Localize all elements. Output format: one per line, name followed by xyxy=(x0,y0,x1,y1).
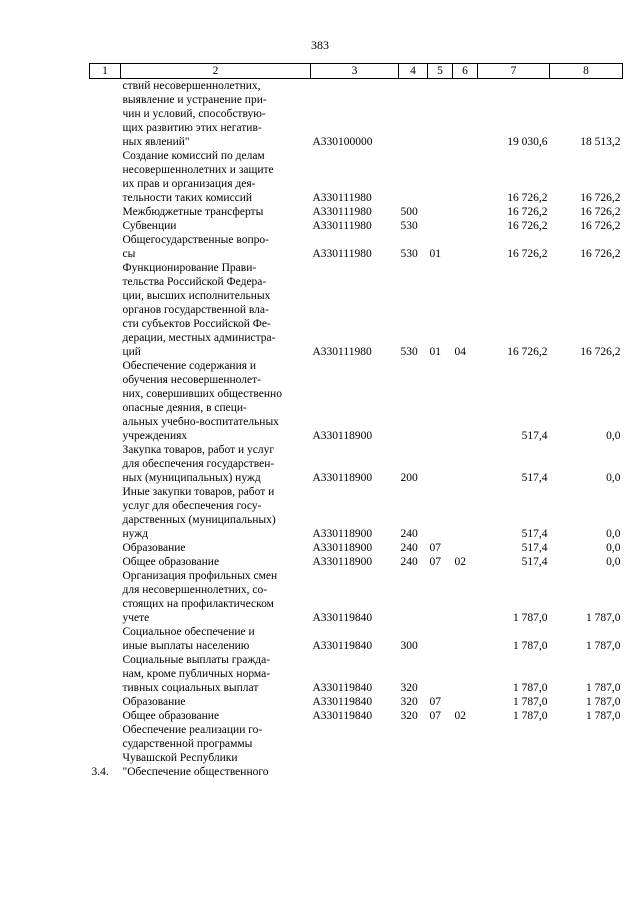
row-name: ствий несовершеннолетних, выявление и устранение при- чин и условий, способствую- щих развитию этих негатив- ных явлений" xyxy=(122,80,267,148)
row-subsection xyxy=(453,149,478,205)
row-subsection xyxy=(453,625,478,653)
row-name: Закупка товаров, работ и услуг для обеспечения государствен- ных (муниципальных) нужд xyxy=(122,444,275,484)
row-subsection xyxy=(453,569,478,625)
row-section xyxy=(428,359,453,443)
table-row xyxy=(90,541,623,555)
row-subsection: 02 xyxy=(454,556,466,568)
row-number-cell xyxy=(90,709,121,723)
row-code: А330100000 xyxy=(312,136,373,148)
row-expense-type: 320 xyxy=(400,682,418,694)
row-section xyxy=(428,79,453,150)
row-subsection xyxy=(453,695,478,709)
row-name: Межбюджетные трансферты xyxy=(122,206,264,218)
row-number-cell xyxy=(90,485,121,541)
row-section: 01 xyxy=(429,346,441,358)
row-subsection xyxy=(453,219,478,233)
row-section xyxy=(428,485,453,541)
row-subsection xyxy=(453,359,478,443)
row-value-b: 0,0 xyxy=(606,472,621,484)
row-code: А330119840 xyxy=(312,696,373,708)
row-number-cell xyxy=(90,205,121,219)
row-value-b: 16 726,2 xyxy=(580,248,621,260)
row-number-cell xyxy=(90,695,121,709)
row-expense-type: 530 xyxy=(400,220,418,232)
row-expense-type: 530 xyxy=(400,248,418,260)
row-subsection xyxy=(453,485,478,541)
column-header: 3 xyxy=(311,64,399,79)
row-subsection xyxy=(453,79,478,150)
row-expense-type: 320 xyxy=(400,696,418,708)
table-row xyxy=(90,149,623,205)
row-value-a: 16 726,2 xyxy=(507,192,548,204)
page-number: 383 xyxy=(311,38,329,52)
row-value-a: 1 787,0 xyxy=(513,696,548,708)
row-expense-type xyxy=(399,359,428,443)
row-name: Иные закупки товаров, работ и услуг для обеспечения госу- дарственных (муниципальных) нужд xyxy=(122,486,276,540)
row-expense-type xyxy=(399,569,428,625)
row-code: А330111980 xyxy=(312,206,372,218)
row-number-cell xyxy=(90,443,121,485)
column-header: 5 xyxy=(428,64,453,79)
row-expense-type: 300 xyxy=(400,640,418,652)
row-value-a: 1 787,0 xyxy=(513,710,548,722)
row-value-a: 16 726,2 xyxy=(507,248,548,260)
row-section: 01 xyxy=(429,248,441,260)
table-row xyxy=(90,695,623,709)
row-code: А330111980 xyxy=(312,220,372,232)
row-number-cell xyxy=(90,625,121,653)
row-name: Функционирование Прави- тельства Российской Федера- ции, высших исполнительных органов государственной вла- сти субъектов Российской Фе- дерации, местных администра- ций xyxy=(122,262,276,358)
table-header-row xyxy=(90,64,623,79)
budget-table xyxy=(89,63,623,779)
row-subsection xyxy=(453,653,478,695)
row-code: А330118900 xyxy=(312,472,373,484)
row-value-a: 19 030,6 xyxy=(507,136,548,148)
row-number-cell xyxy=(90,79,121,150)
row-name: Общее образование xyxy=(122,556,220,568)
table-row xyxy=(90,219,623,233)
row-number-cell xyxy=(90,653,121,695)
row-subsection xyxy=(453,443,478,485)
column-header: 4 xyxy=(399,64,428,79)
row-section xyxy=(428,625,453,653)
row-number-cell xyxy=(90,233,121,261)
row-code: А330118900 xyxy=(312,430,373,442)
row-subsection xyxy=(453,541,478,555)
row-number-cell xyxy=(90,359,121,443)
row-number-cell xyxy=(90,555,121,569)
table-row xyxy=(90,79,623,150)
table-row xyxy=(90,569,623,625)
row-value-b: 1 787,0 xyxy=(586,612,621,624)
row-value-a: 16 726,2 xyxy=(507,346,548,358)
row-expense-type: 530 xyxy=(400,346,418,358)
row-value-a: 517,4 xyxy=(521,556,548,568)
row-expense-type: 240 xyxy=(400,542,418,554)
row-value-a: 517,4 xyxy=(521,542,548,554)
row-name: Общее образование xyxy=(122,710,220,722)
row-name: Образование xyxy=(122,696,186,708)
row-number-cell xyxy=(90,219,121,233)
table-row xyxy=(90,261,623,359)
row-subsection: 02 xyxy=(454,710,466,722)
row-value-a: 16 726,2 xyxy=(507,206,548,218)
row-subsection xyxy=(453,205,478,219)
row-value-b: 0,0 xyxy=(606,556,621,568)
row-expense-type: 500 xyxy=(400,206,418,218)
row-code: А330119840 xyxy=(312,682,373,694)
row-value-b: 1 787,0 xyxy=(586,682,621,694)
column-header: 6 xyxy=(453,64,478,79)
row-name: Социальные выплаты гражда- нам, кроме публичных норма- тивных социальных выплат xyxy=(122,654,271,694)
row-section: 07 xyxy=(429,696,441,708)
column-header: 8 xyxy=(550,64,623,79)
table-row xyxy=(90,653,623,695)
row-value-a: 517,4 xyxy=(521,430,548,442)
row-expense-type xyxy=(399,79,428,150)
table-row xyxy=(90,359,623,443)
table-row xyxy=(90,555,623,569)
section-title: Обеспечение реализации го- сударственной программы Чувашской Республики "Обеспечение общественного xyxy=(122,724,269,778)
row-section xyxy=(428,569,453,625)
row-section xyxy=(428,443,453,485)
row-value-a: 1 787,0 xyxy=(513,682,548,694)
row-value-b: 16 726,2 xyxy=(580,206,621,218)
row-section: 07 xyxy=(429,710,441,722)
table-body xyxy=(90,79,623,724)
table-row xyxy=(90,709,623,723)
row-name: Образование xyxy=(122,542,186,554)
row-code: А330118900 xyxy=(312,542,373,554)
row-expense-type: 240 xyxy=(400,556,418,568)
row-value-b: 0,0 xyxy=(606,528,621,540)
row-name: Общегосударственные вопро- сы xyxy=(122,234,269,260)
row-name: Обеспечение содержания и обучения несовершеннолет- них, совершивших общественно опасные деяния, в специ- альных учебно-воспитательных учреждениях xyxy=(122,360,282,442)
row-name: Создание комиссий по делам несовершеннолетних и защите их прав и организация дея- тельности таких комиссий xyxy=(122,150,274,204)
row-expense-type: 320 xyxy=(400,710,418,722)
row-code: А330119840 xyxy=(312,640,373,652)
row-number-cell xyxy=(90,261,121,359)
row-value-a: 517,4 xyxy=(521,472,548,484)
row-value-b: 16 726,2 xyxy=(580,192,621,204)
row-section xyxy=(428,219,453,233)
row-code: А330111980 xyxy=(312,346,372,358)
row-code: А330118900 xyxy=(312,556,373,568)
row-section: 07 xyxy=(429,556,441,568)
column-header: 1 xyxy=(90,64,121,79)
row-value-a: 517,4 xyxy=(521,528,548,540)
row-value-b: 0,0 xyxy=(606,430,621,442)
row-code: А330119840 xyxy=(312,710,373,722)
row-value-b: 16 726,2 xyxy=(580,346,621,358)
row-code: А330111980 xyxy=(312,192,372,204)
row-subsection: 04 xyxy=(454,346,466,358)
row-code: А330118900 xyxy=(312,528,373,540)
table-row xyxy=(90,485,623,541)
row-value-a: 1 787,0 xyxy=(513,612,548,624)
row-subsection xyxy=(453,233,478,261)
table-row xyxy=(90,625,623,653)
column-header: 7 xyxy=(478,64,550,79)
row-value-b: 16 726,2 xyxy=(580,220,621,232)
row-value-b: 0,0 xyxy=(606,542,621,554)
row-value-b: 1 787,0 xyxy=(586,710,621,722)
row-value-b: 1 787,0 xyxy=(586,640,621,652)
row-value-b: 18 513,2 xyxy=(580,136,621,148)
row-number-cell xyxy=(90,541,121,555)
row-value-a: 1 787,0 xyxy=(513,640,548,652)
section-row xyxy=(90,723,623,779)
row-number-cell xyxy=(90,569,121,625)
row-expense-type xyxy=(399,149,428,205)
table-row xyxy=(90,205,623,219)
row-expense-type: 200 xyxy=(400,472,418,484)
section-number: 3.4. xyxy=(91,766,109,778)
row-section: 07 xyxy=(429,542,441,554)
row-code: А330111980 xyxy=(312,248,372,260)
row-value-b: 1 787,0 xyxy=(586,696,621,708)
row-name: Социальное обеспечение и иные выплаты населению xyxy=(122,626,255,652)
row-code: А330119840 xyxy=(312,612,373,624)
row-section xyxy=(428,653,453,695)
row-expense-type: 240 xyxy=(400,528,418,540)
row-section xyxy=(428,205,453,219)
table-row xyxy=(90,233,623,261)
row-number-cell xyxy=(90,149,121,205)
row-section xyxy=(428,149,453,205)
table-row xyxy=(90,443,623,485)
row-name: Организация профильных смен для несовершеннолетних, со- стоящих на профилактическом учете xyxy=(122,570,278,624)
row-name: Субвенции xyxy=(122,220,177,232)
row-value-a: 16 726,2 xyxy=(507,220,548,232)
column-header: 2 xyxy=(121,64,311,79)
